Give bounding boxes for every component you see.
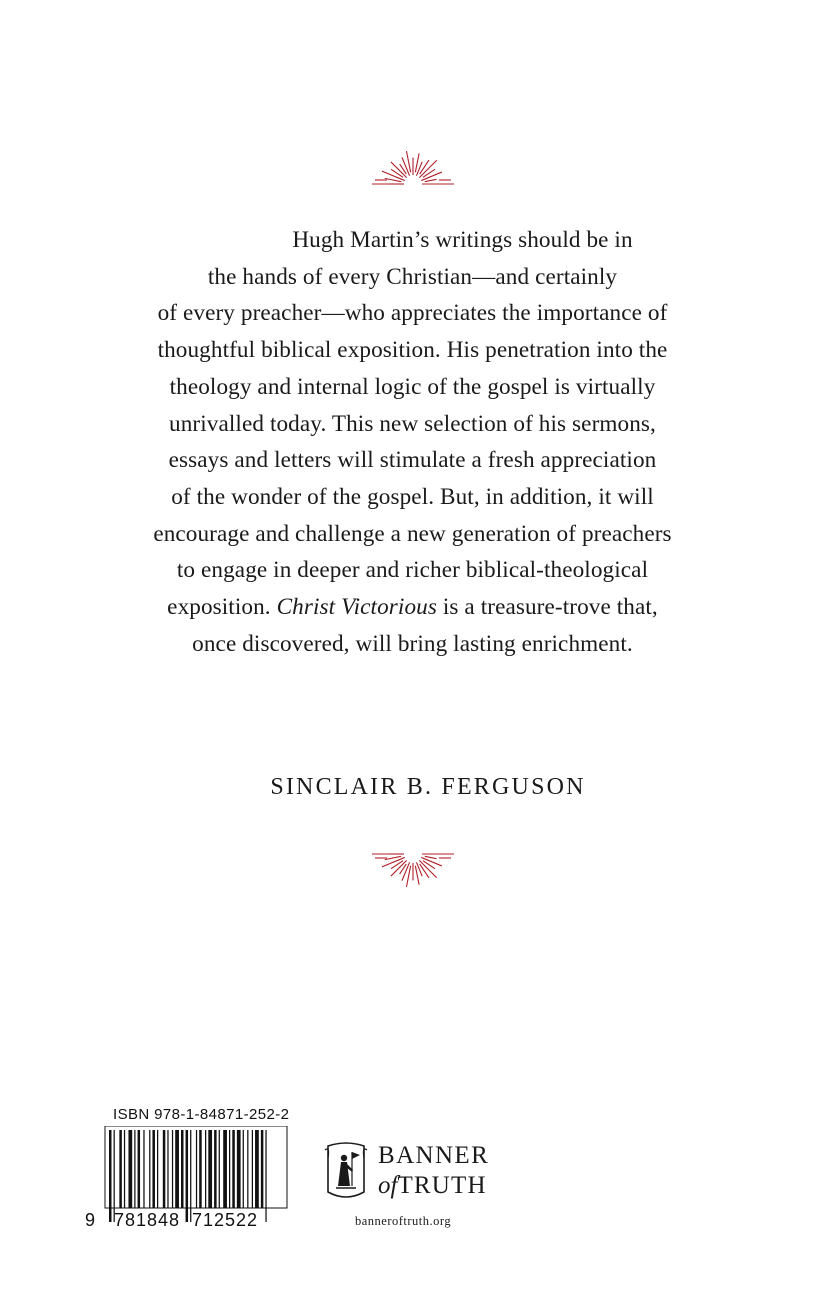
blurb-line: theology and internal logic of the gospel is virtually	[169, 373, 656, 400]
sunburst-ornament-bottom-icon	[368, 848, 458, 898]
barcode-left-digits: 781848	[114, 1210, 181, 1230]
barcode-lead-digit: 9	[85, 1210, 96, 1230]
blurb-line: once discovered, will bring lasting enrichment.	[192, 630, 633, 657]
publisher-website: banneroftruth.org	[355, 1214, 452, 1228]
publisher-name-line2	[378, 1172, 487, 1200]
publisher-name-line1: BANNER	[378, 1142, 490, 1169]
isbn-label: ISBN 978-1-84871-252-2	[113, 1106, 290, 1123]
blurb-text: exposition.	[167, 594, 277, 621]
blurb-line: encourage and challenge a new generation of preachers	[153, 520, 672, 547]
blurb-text: is a treasure-trove that,	[436, 594, 658, 621]
barcode-right-digits: 712522	[192, 1210, 259, 1230]
blurb-quote	[60, 222, 765, 662]
isbn-barcode	[85, 1106, 295, 1236]
blurb-line: of every preacher—who appreciates the importance of	[157, 300, 668, 327]
blurb-line: to engage in deeper and richer biblical-theological	[176, 557, 649, 584]
publisher-name-truth: TRUTH	[397, 1172, 487, 1199]
blurb-line: Hugh Martin’s writings should be in	[292, 227, 633, 253]
blurb-line: the hands of every Christian—and certainly	[207, 263, 618, 290]
blurb-line	[60, 589, 765, 626]
sunburst-ornament-top-icon	[368, 140, 458, 190]
blurb-line: essays and letters will stimulate a fresh appreciation	[168, 447, 657, 474]
book-title: Christ Victorious	[276, 594, 437, 621]
blurb-line: of the wonder of the gospel. But, in addition, it will	[171, 483, 654, 510]
quote-attribution: SINCLAIR B. FERGUSON	[270, 774, 586, 800]
publisher-name-of: of	[378, 1172, 398, 1199]
blurb-line: thoughtful biblical exposition. His penetration into the	[157, 337, 668, 364]
publisher-imprint	[322, 1140, 522, 1230]
blurb-line: unrivalled today. This new selection of his sermons,	[169, 410, 656, 437]
banner-of-truth-logo-icon	[322, 1140, 370, 1204]
